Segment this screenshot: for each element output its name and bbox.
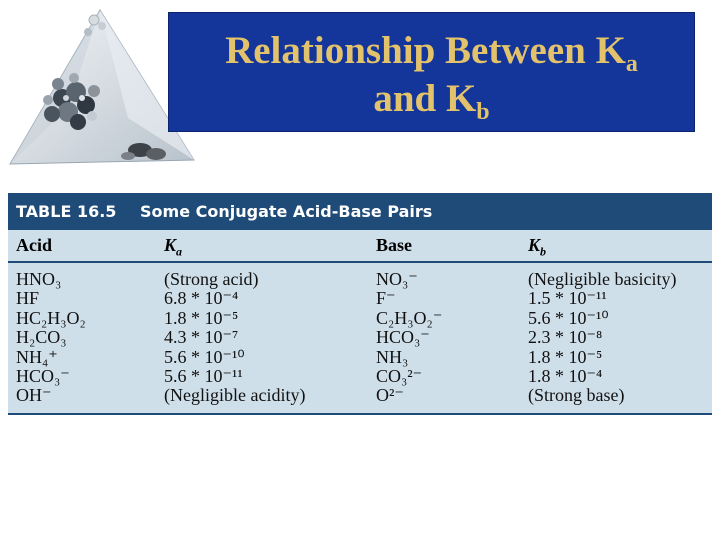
acid-cell: H₂CO₃	[16, 327, 67, 348]
ka-cell: 1.8 * 10⁻⁵	[164, 307, 239, 328]
column-headers	[8, 230, 712, 261]
ka-cell: 5.6 * 10⁻¹⁰	[164, 346, 245, 367]
kb-cell: 1.8 * 10⁻⁴	[528, 365, 603, 386]
header-base: Base	[376, 235, 412, 255]
ka-cell: 4.3 * 10⁻⁷	[164, 327, 239, 348]
acid-cell: OH⁻	[16, 385, 52, 406]
conjugate-pairs-table	[8, 193, 712, 415]
table-number: TABLE 16.5	[16, 202, 117, 221]
kb-cell: (Strong base)	[528, 385, 625, 406]
base-cell: NH₃	[376, 346, 409, 367]
kb-cell: 1.5 * 10⁻¹¹	[528, 288, 607, 309]
title-line-2: and $K_b$	[373, 77, 490, 125]
ka-cell: (Strong acid)	[164, 269, 259, 289]
ka-cell: 5.6 * 10⁻¹¹	[164, 365, 243, 386]
acid-cell: HC₂H₃O₂	[16, 307, 86, 328]
base-cell: HCO₃⁻	[376, 327, 430, 348]
table-caption: Some Conjugate Acid-Base Pairs	[140, 202, 433, 221]
ka-cell: (Negligible acidity)	[164, 385, 306, 406]
table-row	[8, 327, 712, 346]
table-title-bar	[8, 193, 712, 230]
acid-cell: HCO₃⁻	[16, 365, 70, 386]
base-cell: NO₃⁻	[376, 269, 418, 289]
table-row	[8, 308, 712, 327]
kb-cell: 5.6 * 10⁻¹⁰	[528, 307, 609, 328]
table-row	[8, 288, 712, 307]
header-ka: $K_a$	[164, 235, 183, 259]
table-row	[8, 366, 712, 385]
acid-cell: HF	[16, 288, 40, 309]
table-row	[8, 347, 712, 366]
table-row	[8, 269, 712, 288]
header-acid: Acid	[16, 235, 52, 255]
base-cell: CO₃²⁻	[376, 365, 423, 386]
ka-cell: 6.8 * 10⁻⁴	[164, 288, 239, 309]
acid-cell: NH₄⁺	[16, 346, 58, 367]
title-line-1: Relationship Between $K_a$	[225, 29, 638, 77]
header-kb: $K_b$	[528, 235, 547, 259]
kb-cell: 1.8 * 10⁻⁵	[528, 346, 603, 367]
footer-rule	[8, 413, 712, 415]
base-cell: C₂H₃O₂⁻	[376, 307, 443, 328]
base-cell: F⁻	[376, 288, 396, 309]
table-row	[8, 385, 712, 404]
title-banner	[168, 12, 695, 132]
table-body	[8, 263, 712, 413]
acid-cell: HNO₃	[16, 269, 62, 289]
kb-cell: (Negligible basicity)	[528, 269, 677, 289]
base-cell: O²⁻	[376, 385, 404, 406]
kb-cell: 2.3 * 10⁻⁸	[528, 327, 603, 348]
